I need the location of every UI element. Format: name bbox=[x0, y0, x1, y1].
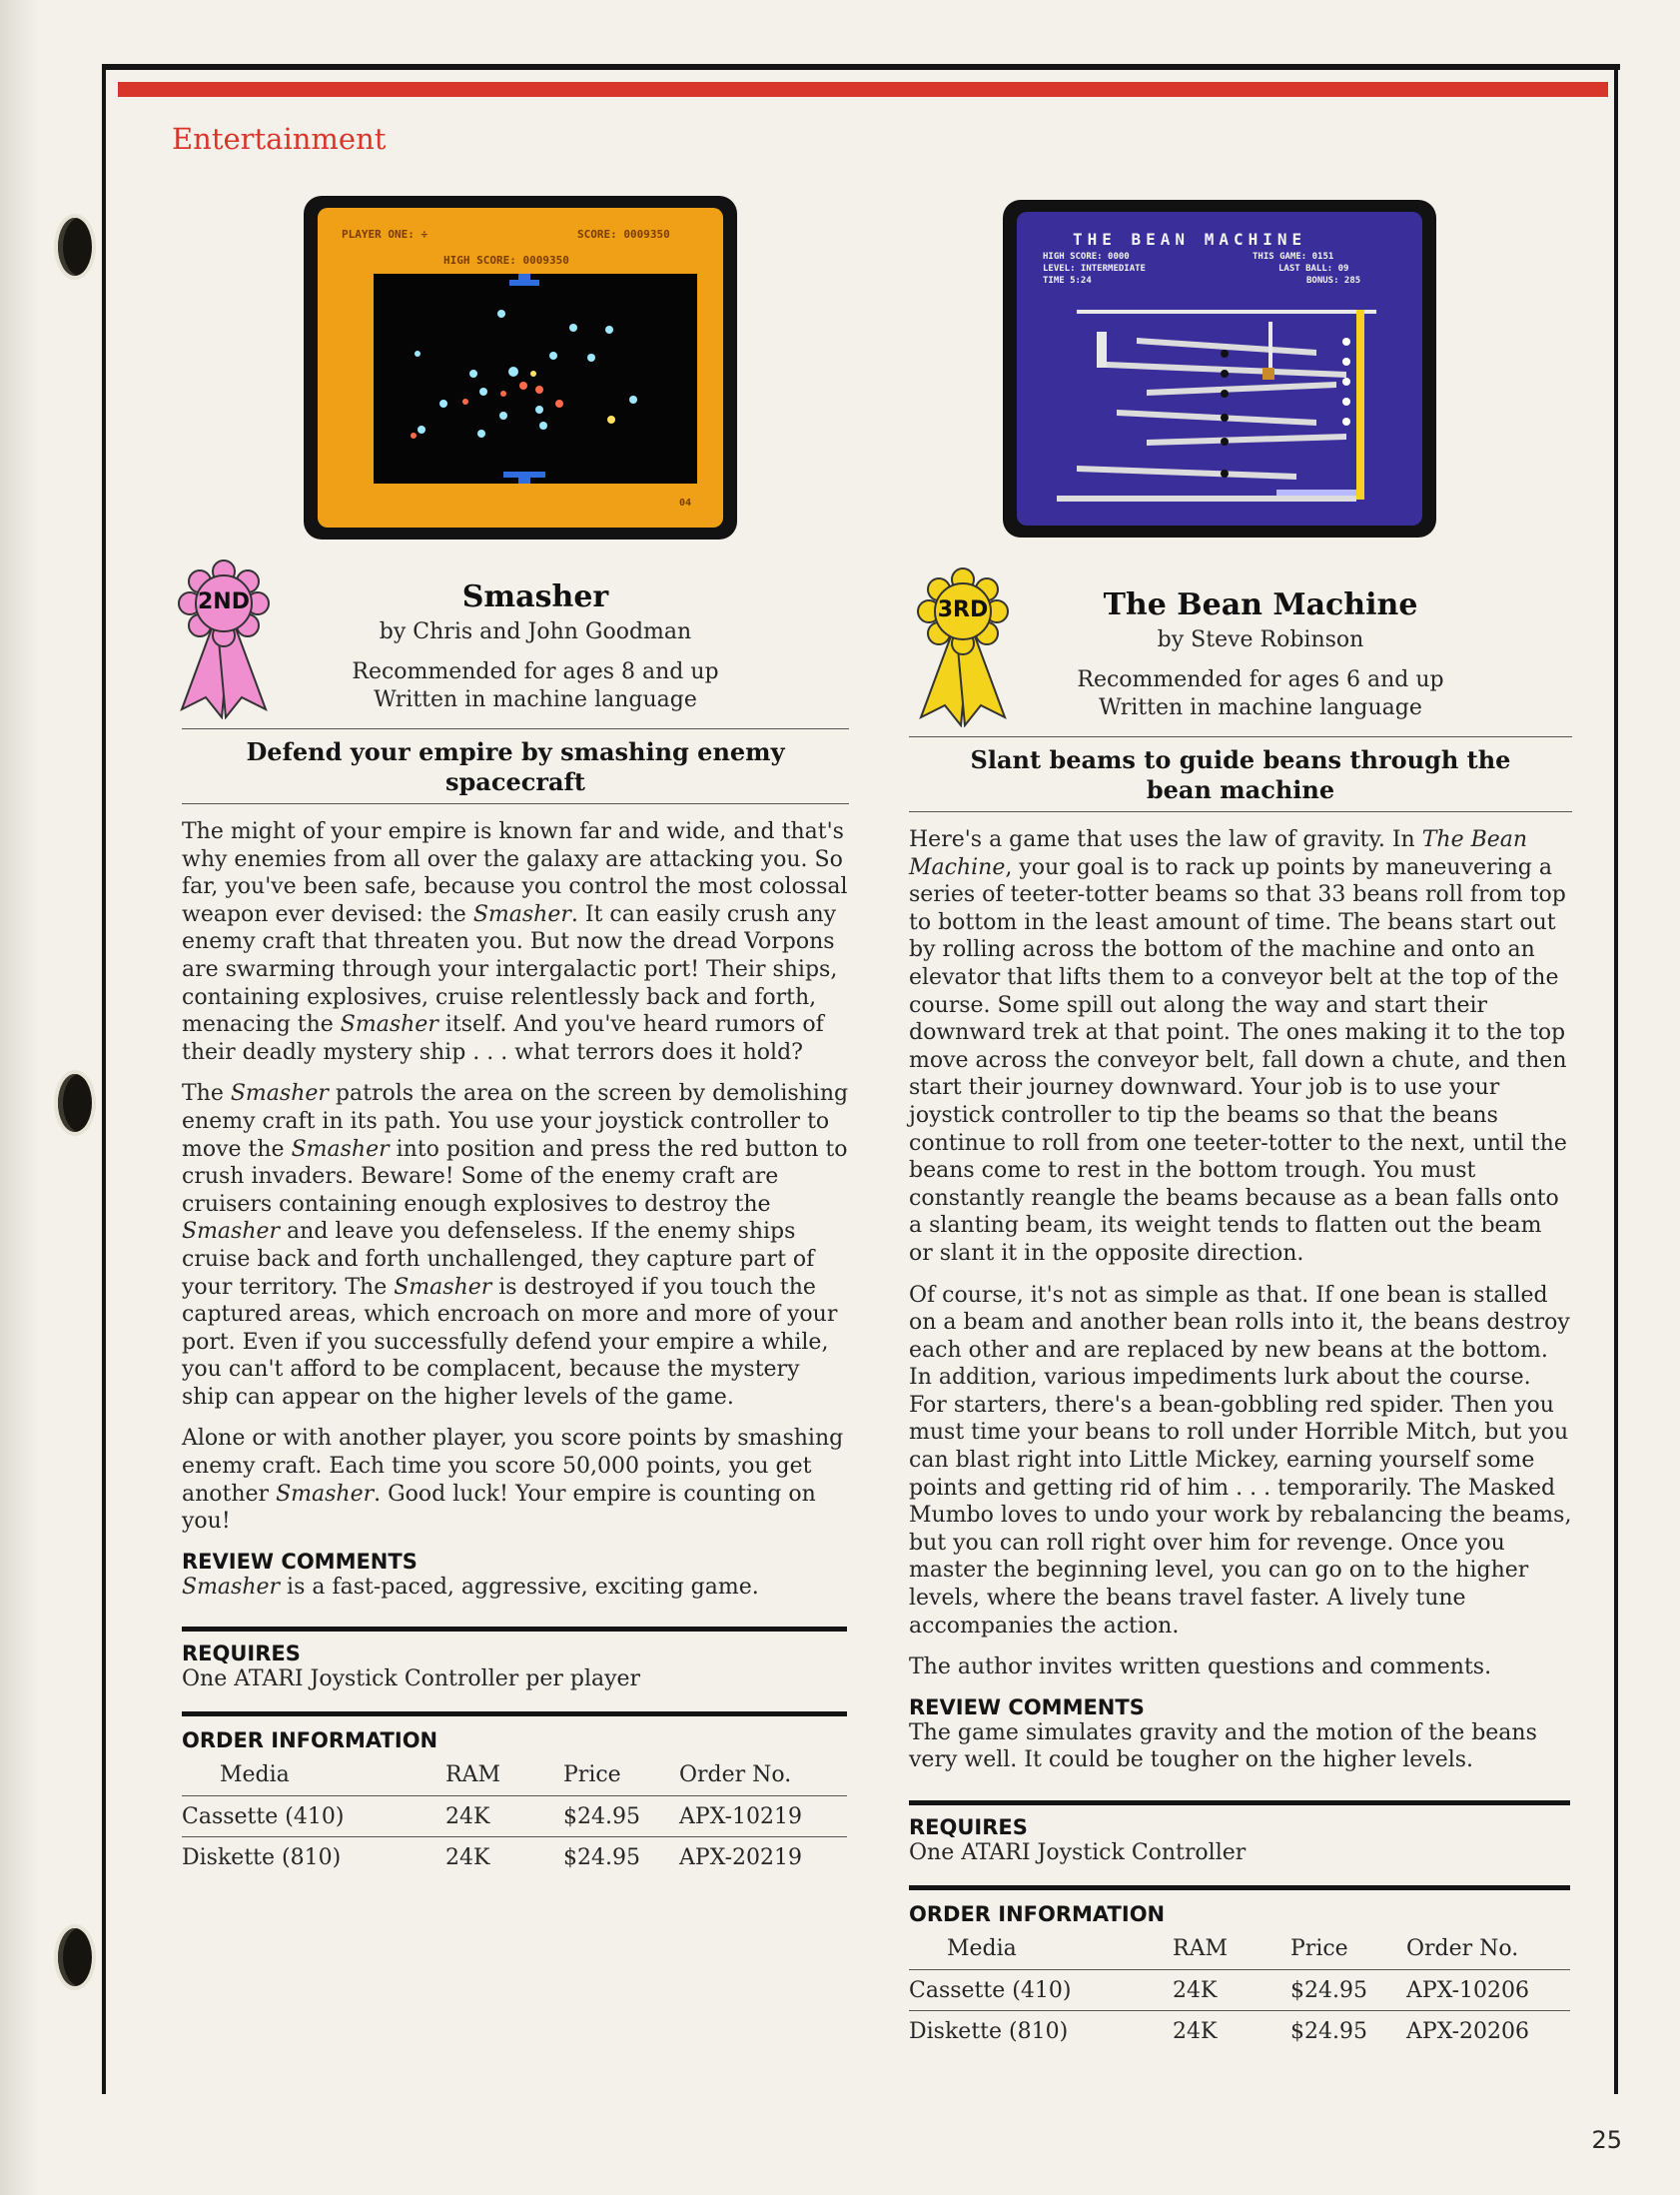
game-title: The Bean Machine bbox=[1103, 587, 1418, 622]
text-run: patrols the area on the screen by demolishing enemy craft in its path. You use your joystick controller to move the bbox=[182, 1081, 849, 1162]
smasher-level-label: 04 bbox=[679, 498, 692, 509]
game-language: Written in machine language bbox=[1099, 695, 1422, 720]
text-run: The might of your empire is known far and wide, and that's why enemies from all over the galaxy are attacking you. So far, you've been safe, because you control the most colossal weapon ever devised: the bbox=[182, 819, 848, 927]
page-frame-left bbox=[102, 64, 106, 2094]
order-price: $24.95 bbox=[1290, 1969, 1406, 2010]
text-run: The bbox=[182, 1081, 231, 1107]
smasher-screen-display bbox=[318, 208, 723, 528]
italic-text: Smasher bbox=[276, 1481, 375, 1507]
smasher-article bbox=[182, 579, 849, 1877]
order-column-order-no: Order No. bbox=[1406, 1935, 1519, 1961]
order-number: APX-20206 bbox=[1406, 2010, 1570, 2051]
order-ram: 24K bbox=[445, 1837, 563, 1878]
game-description bbox=[909, 826, 1572, 1681]
game-title: Smasher bbox=[461, 579, 609, 614]
description-paragraph bbox=[909, 1282, 1572, 1641]
game-byline: by Chris and John Goodman bbox=[379, 619, 692, 644]
smasher-score-label: SCORE: 0009350 bbox=[577, 228, 670, 241]
bean-machine-playfield bbox=[1017, 212, 1422, 526]
text-run: The game simulates gravity and the motion of the beans very well. It could be tougher on the higher levels. bbox=[909, 1719, 1537, 1773]
order-table bbox=[909, 1926, 1570, 2051]
requires-heading: REQUIRES bbox=[909, 1815, 1028, 1839]
text-run: The author invites written questions and comments. bbox=[909, 1654, 1492, 1680]
order-column-ram: RAM bbox=[1173, 1935, 1228, 1961]
game-ages: Recommended for ages 6 and up bbox=[1077, 667, 1444, 692]
bean-machine-article bbox=[909, 587, 1572, 2051]
order-row bbox=[909, 2010, 1570, 2051]
description-paragraph bbox=[182, 818, 849, 1066]
italic-text: Smasher bbox=[340, 1012, 438, 1038]
smasher-playfield bbox=[374, 274, 697, 484]
order-ram: 24K bbox=[1173, 2010, 1290, 2051]
description-paragraph bbox=[182, 1080, 849, 1411]
text-run: Here's a game that uses the law of gravity. In bbox=[909, 827, 1422, 852]
second-place-label: 2ND bbox=[198, 589, 250, 614]
divider bbox=[182, 728, 849, 729]
italic-text: Smasher bbox=[182, 1574, 281, 1600]
text-run: . It can easily crush any enemy craft that threaten you. But now the dread Vorpons are swarming through your intergalactic port! Their ships, containing explosives, cruise relentlessly back and forth, menacing the bbox=[182, 901, 838, 1038]
bean-machine-time: TIME 5:24 bbox=[1043, 276, 1092, 286]
requires-text: One ATARI Joystick Controller per player bbox=[182, 1666, 641, 1692]
description-paragraph bbox=[182, 1425, 849, 1535]
italic-text: Smasher bbox=[182, 1219, 281, 1245]
text-run: is destroyed if you touch the captured areas, which encroach on more and more of your port. Even if you successfully defend your empire a while, you can't afford to be complacent, because the mystery ship can appear on the higher levels of the game. bbox=[182, 1274, 838, 1410]
text-run: , your goal is to rack up points by maneuvering a series of teeter-totter beams so that 33 beans roll from top to bottom in the least amount of time. The beans start out by rolling across the bottom of the machine and onto an elevator that lifts them to a conveyor belt at the top of the course. Some spill out along the way and start their downward trek at that point. The ones making it to the top move across the conveyor belt, fall down a chute, and then start their journey downward. Your job is to use your joystick controller to tip the beams so that the beans continue to roll from one teeter-totter to the next, until the beans come to rest in the bottom trough. You must constantly reangle the beams because as a bean falls onto a slanting beam, its weight tends to flatten out the beam or slant it in the opposite direction. bbox=[909, 854, 1567, 1266]
page-number: 25 bbox=[1591, 2126, 1622, 2154]
divider bbox=[182, 803, 849, 804]
smasher-high-score-label: HIGH SCORE: 0009350 bbox=[443, 254, 569, 267]
page-frame-top bbox=[102, 64, 1620, 70]
divider bbox=[182, 1627, 847, 1632]
review-comments bbox=[182, 1574, 849, 1602]
order-heading: ORDER INFORMATION bbox=[182, 1728, 438, 1753]
italic-text: Smasher bbox=[394, 1274, 492, 1300]
order-media: Diskette (810) bbox=[182, 1837, 445, 1878]
italic-text: Smasher bbox=[291, 1136, 390, 1162]
page-frame-right bbox=[1614, 64, 1618, 2094]
review-heading: REVIEW COMMENTS bbox=[909, 1694, 1145, 1719]
order-column-media: Media bbox=[220, 1762, 290, 1788]
order-column-media: Media bbox=[947, 1935, 1017, 1961]
requires-heading: REQUIRES bbox=[182, 1642, 301, 1666]
description-paragraph bbox=[909, 1653, 1572, 1681]
order-table bbox=[182, 1752, 847, 1877]
order-number: APX-10219 bbox=[679, 1796, 847, 1837]
order-price: $24.95 bbox=[563, 1837, 679, 1878]
description-paragraph bbox=[909, 826, 1572, 1268]
order-column-price: Price bbox=[563, 1762, 621, 1788]
divider bbox=[909, 811, 1572, 812]
game-tagline: Defend your empire by smashing enemy spacecraft bbox=[246, 737, 785, 796]
italic-text: Smasher bbox=[230, 1081, 329, 1107]
divider bbox=[182, 1711, 847, 1716]
order-number: APX-20219 bbox=[679, 1837, 847, 1878]
review-heading: REVIEW COMMENTS bbox=[182, 1549, 418, 1574]
section-label: Entertainment bbox=[172, 122, 387, 156]
game-byline: by Steve Robinson bbox=[1157, 627, 1364, 652]
text-run: into position and press the red button to crush invaders. Beware! Some of the enemy craft are cruisers containing enough explosives to destroy the bbox=[182, 1136, 848, 1217]
smasher-player-label: PLAYER ONE: ÷ bbox=[342, 228, 428, 241]
order-media: Cassette (410) bbox=[909, 1969, 1173, 2010]
requires-text: One ATARI Joystick Controller bbox=[909, 1840, 1247, 1865]
order-price: $24.95 bbox=[563, 1796, 679, 1837]
bean-machine-bonus: BONUS: 285 bbox=[1306, 276, 1361, 286]
order-media: Diskette (810) bbox=[909, 2010, 1173, 2051]
order-row bbox=[909, 1969, 1570, 2010]
bean-machine-high-score: HIGH SCORE: 0000 bbox=[1043, 252, 1130, 262]
order-media: Cassette (410) bbox=[182, 1796, 445, 1837]
binder-hole bbox=[58, 218, 92, 276]
bean-machine-last-ball: LAST BALL: 09 bbox=[1278, 264, 1349, 274]
order-column-order-no: Order No. bbox=[679, 1762, 792, 1788]
divider bbox=[909, 736, 1572, 737]
order-ram: 24K bbox=[445, 1796, 563, 1837]
italic-text: Smasher bbox=[472, 901, 571, 927]
order-heading: ORDER INFORMATION bbox=[909, 1901, 1166, 1926]
game-description bbox=[182, 818, 849, 1536]
order-column-price: Price bbox=[1290, 1935, 1348, 1961]
order-ram: 24K bbox=[1173, 1969, 1290, 2010]
game-ages: Recommended for ages 8 and up bbox=[352, 659, 719, 684]
divider bbox=[909, 1885, 1570, 1890]
italic-text: The Bean Machine bbox=[909, 827, 1528, 880]
bean-machine-screen-display bbox=[1017, 212, 1422, 526]
game-tagline: Slant beams to guide beans through the bean machine bbox=[970, 745, 1511, 804]
divider bbox=[909, 1800, 1570, 1805]
game-language: Written in machine language bbox=[374, 687, 697, 712]
smasher-screenshot bbox=[304, 196, 737, 540]
bean-machine-level: LEVEL: INTERMEDIATE bbox=[1043, 264, 1146, 274]
order-number: APX-10206 bbox=[1406, 1969, 1570, 2010]
binder-hole bbox=[58, 1074, 92, 1132]
section-header-bar bbox=[118, 82, 1608, 97]
text-run: and leave you defenseless. If the enemy ships cruise back and forth unchallenged, they capture part of your territory. The bbox=[182, 1219, 815, 1300]
review-comments bbox=[909, 1719, 1572, 1774]
smasher-sprites bbox=[374, 274, 697, 484]
text-run: Alone or with another player, you score points by smashing enemy craft. Each time you score 50,000 points, you get another bbox=[182, 1426, 844, 1507]
text-run: is a fast-paced, aggressive, exciting game. bbox=[280, 1574, 759, 1600]
binder-hole bbox=[58, 1928, 92, 1986]
third-place-label: 3RD bbox=[937, 597, 989, 622]
text-run: . Good luck! Your empire is counting on you! bbox=[182, 1481, 816, 1535]
order-column-ram: RAM bbox=[445, 1762, 500, 1788]
binder-margin bbox=[0, 0, 40, 2195]
bean-machine-screenshot bbox=[1003, 200, 1436, 538]
order-price: $24.95 bbox=[1290, 2010, 1406, 2051]
order-row bbox=[182, 1796, 847, 1837]
bean-machine-screen-title: THE BEAN MACHINE bbox=[1073, 230, 1307, 249]
bean-machine-this-game: THIS GAME: 0151 bbox=[1253, 252, 1334, 262]
text-run: Of course, it's not as simple as that. If one bean is stalled on a beam and another bean rolls into it, the beans destroy each other and are replaced by new beans at the bottom. In addition, various impediments lurk about the course. For starters, there's a bean-gobbling red spider. Then you must time your beans to roll under Horrible Mitch, but you can blast right into Little Mickey, earning yourself some points and getting rid of him . . . temporarily. The Masked Mumbo loves to undo your work by rebalancing the beams, but you can roll right over him for revenge. Once you master the beginning level, you can go on to the higher levels, where the beans travel faster. A lively tune accompanies the action. bbox=[909, 1282, 1572, 1639]
text-run: itself. And you've heard rumors of their deadly mystery ship . . . what terrors does it hold? bbox=[182, 1012, 824, 1065]
order-row bbox=[182, 1837, 847, 1878]
